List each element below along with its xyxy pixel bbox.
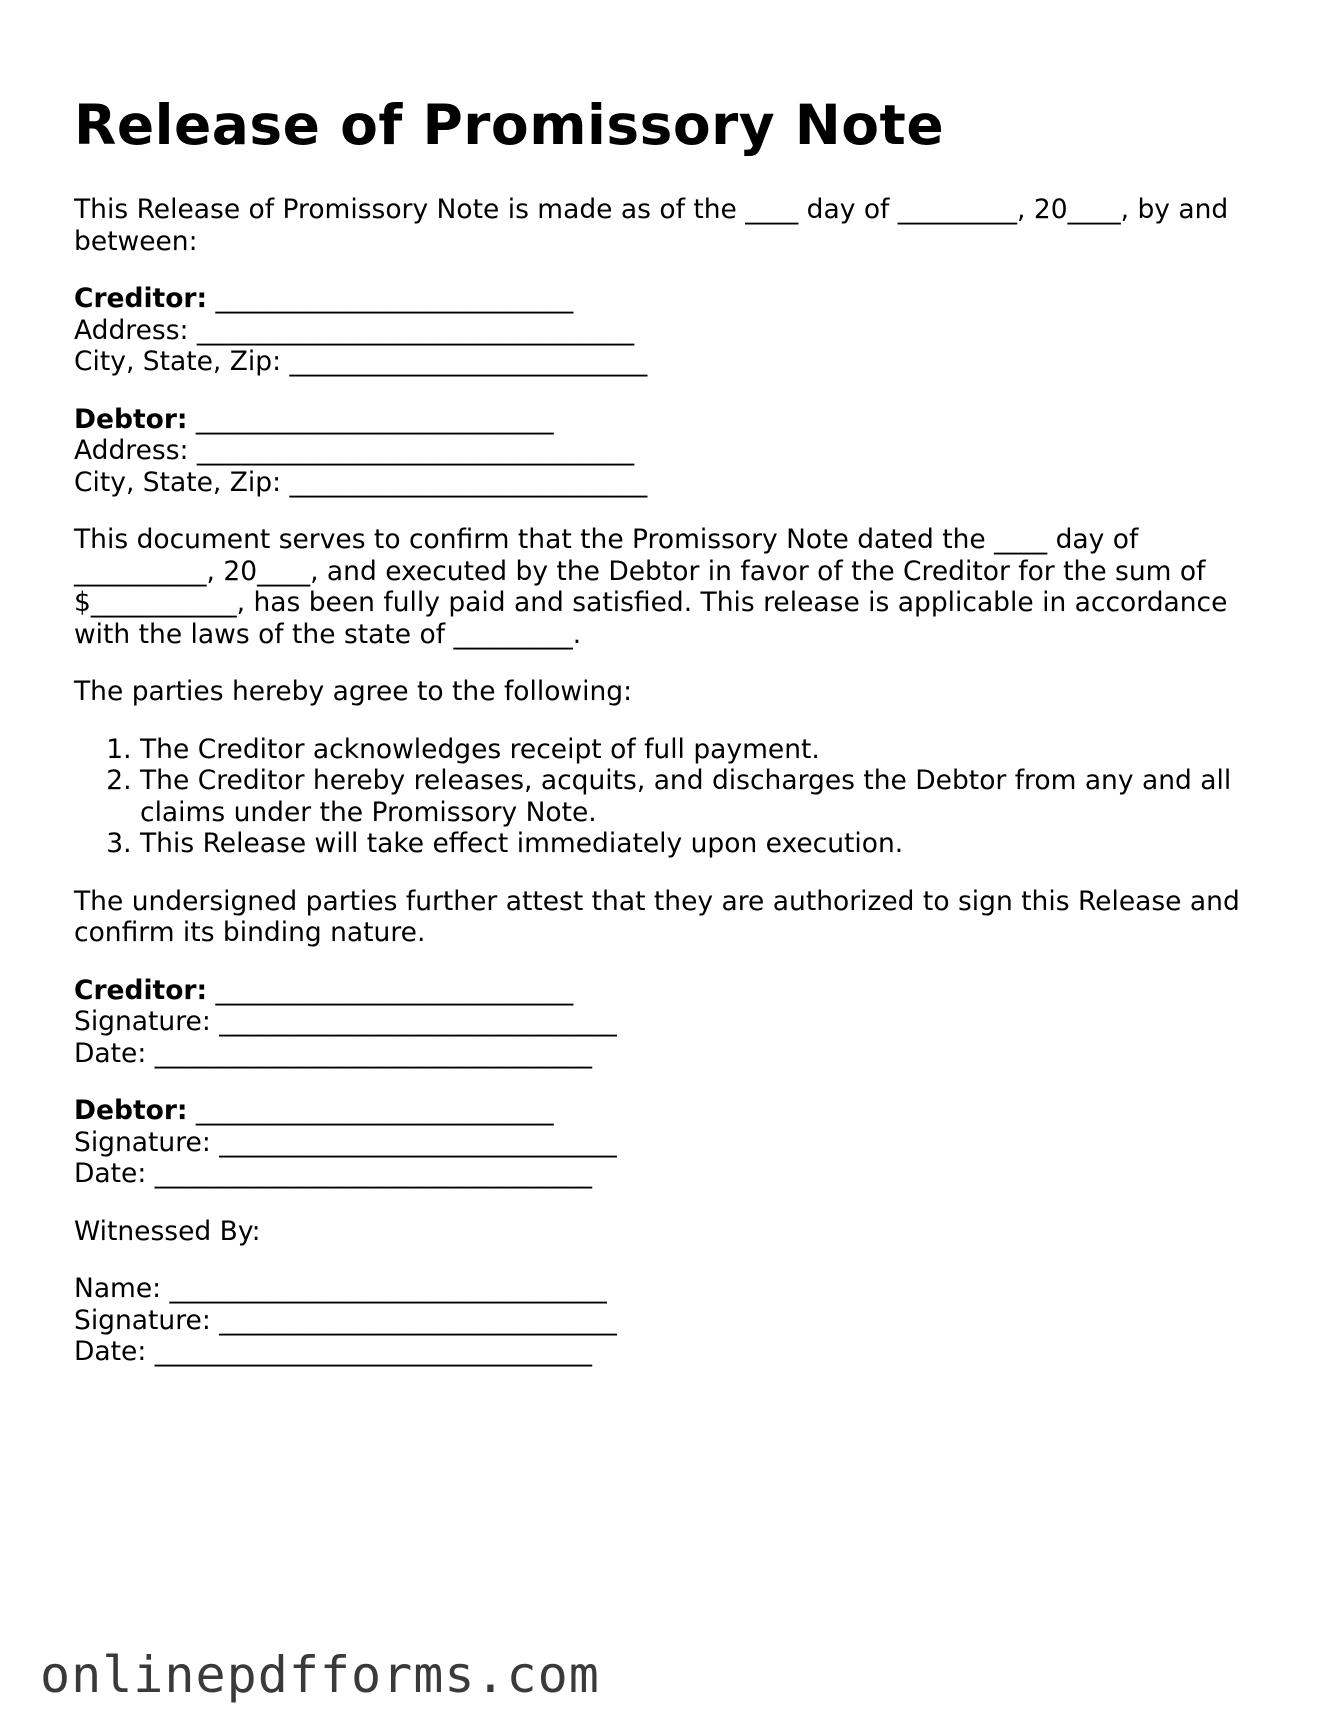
document-page <box>74 92 1274 1394</box>
debtor-city-line: City, State, Zip: ___________________________ <box>74 466 648 498</box>
witness-signature-line: Signature: ______________________________ <box>74 1304 617 1336</box>
creditor-sign-label: Creditor: <box>74 974 208 1006</box>
terms-list <box>74 734 1274 860</box>
debtor-address-line: Address: _________________________________ <box>74 435 635 466</box>
debtor-party-block <box>74 404 1274 499</box>
debtor-sign-name-line <box>74 1095 1274 1127</box>
debtor-name-line <box>74 404 1274 436</box>
creditor-label: Creditor: <box>74 283 208 314</box>
intro-paragraph: This Release of Promissory Note is made as of the ____ day of _________, 20____, by and between: <box>74 194 1229 257</box>
debtor-signature-block <box>74 1095 1274 1190</box>
watermark: onlinepdfforms.com <box>40 1646 600 1704</box>
attest-paragraph: The undersigned parties further attest that they are authorized to sign this Release and confirm its binding nature. <box>74 885 1240 948</box>
witness-heading: Witnessed By: <box>74 1215 261 1247</box>
confirmation-paragraph: This document serves to confirm that the Promissory Note dated the ____ day of __________, 20____, and executed by the Debtor in favor of the Creditor for the sum of $___________, has been fully paid and satisfied. This release is applicable in accordance with the laws of the state of _________. <box>74 524 1228 650</box>
creditor-date-line: Date: _________________________________ <box>74 1037 592 1069</box>
term-item: 3. This Release will take effect immediately upon execution. <box>140 828 1274 860</box>
creditor-sign-name-blank: ___________________________ <box>215 974 574 1006</box>
debtor-date-line: Date: _________________________________ <box>74 1158 592 1189</box>
term-item: 1. The Creditor acknowledges receipt of full payment. <box>140 734 1274 766</box>
creditor-signature-block <box>74 975 1274 1070</box>
document-title: Release of Promissory Note <box>74 93 945 157</box>
agree-intro: The parties hereby agree to the following: <box>74 676 633 707</box>
debtor-sign-name-blank: ___________________________ <box>195 1095 554 1126</box>
debtor-label: Debtor: <box>74 403 188 435</box>
witness-block <box>74 1273 1274 1368</box>
creditor-name-blank: ___________________________ <box>215 283 574 314</box>
creditor-city-line: City, State, Zip: ___________________________ <box>74 346 648 377</box>
term-item: 2. The Creditor hereby releases, acquits, and discharges the Debtor from any and all claims under the Promissory Note. <box>140 765 1274 828</box>
debtor-sign-label: Debtor: <box>74 1095 188 1126</box>
witness-name-line: Name: _________________________________ <box>74 1273 607 1304</box>
creditor-name-line <box>74 283 1274 315</box>
creditor-signature-line: Signature: ______________________________ <box>74 1006 617 1037</box>
creditor-party-block <box>74 283 1274 378</box>
debtor-signature-line: Signature: ______________________________ <box>74 1126 617 1158</box>
creditor-address-line: Address: _________________________________ <box>74 314 635 346</box>
witness-date-line: Date: _________________________________ <box>74 1336 592 1367</box>
creditor-sign-name-line <box>74 975 1274 1007</box>
debtor-name-blank: ___________________________ <box>195 403 554 435</box>
